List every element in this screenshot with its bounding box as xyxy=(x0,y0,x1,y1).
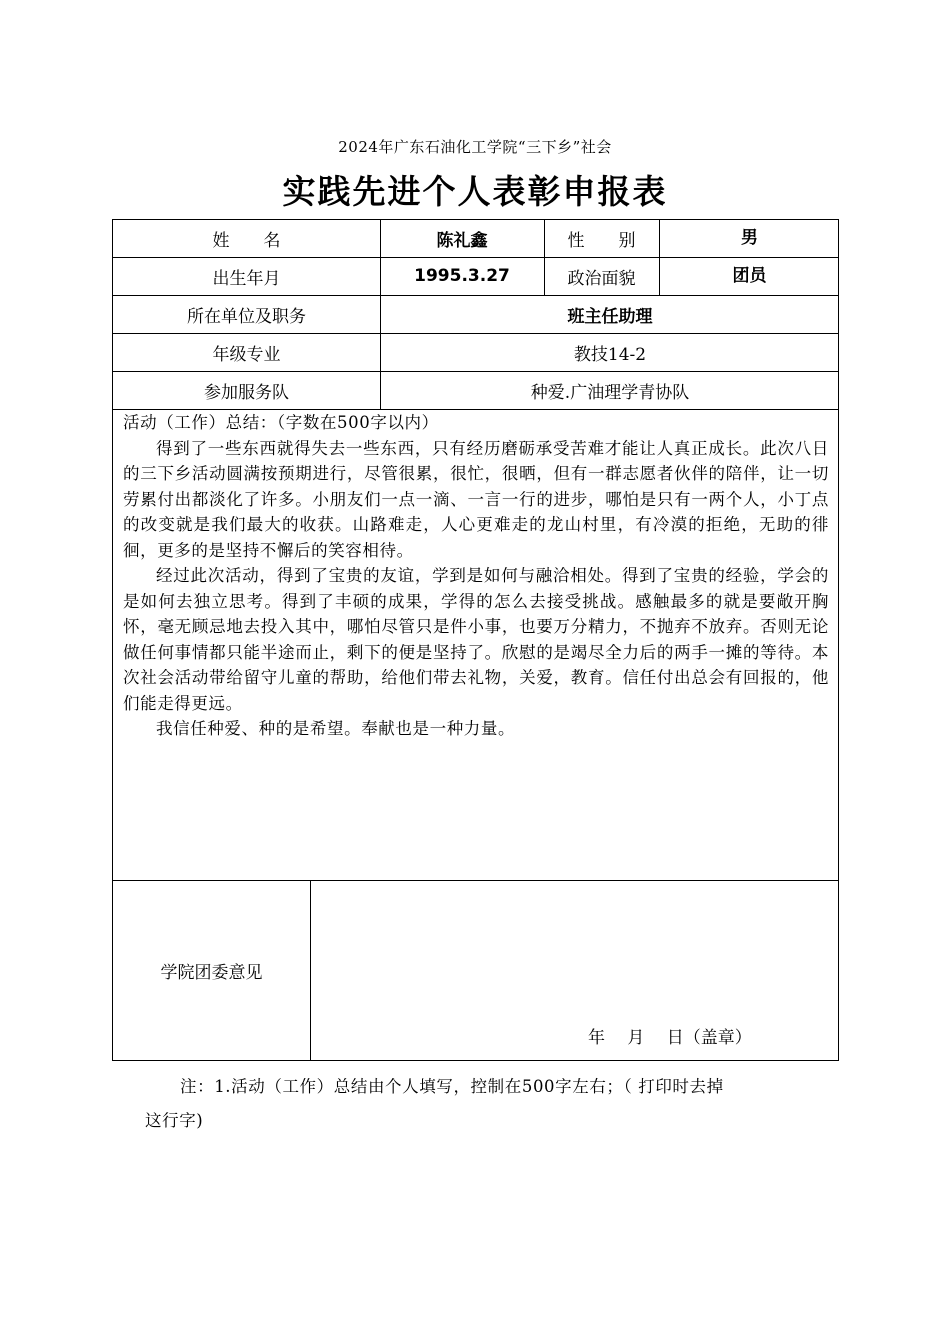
column-divider xyxy=(310,880,311,1061)
footnote-line-1: 注：1.活动（工作）总结由个人填写，控制在500字左右；（ 打印时去掉 xyxy=(180,1077,724,1096)
team-value: 种爱.广油理学青协队 xyxy=(530,382,690,403)
summary-paragraph: 得到了一些东西就得失去一些东西，只有经历磨砺承受苦难才能让人真正成长。此次八日的三下乡活动圆满按预期进行，尽管很累，很忙，很晒，但有一群志愿者伙伴的陪伴，让一切劳累付出都淡化了许多。小朋友们一点一滴、一言一行的进步，哪怕是只有一两个人，小丁点的改变就是我们最大的收获。山路难走，人心更难走的龙山村里，有冷漠的拒绝，无助的徘徊，更多的是坚持不懈后的笑容相待。 xyxy=(123,438,829,560)
political-value: 团员 xyxy=(732,265,767,286)
name-value: 陈礼鑫 xyxy=(436,231,488,251)
gender-label: 性 别 xyxy=(567,231,636,251)
summary-heading: 活动（工作）总结：（字数在500字以内） xyxy=(123,413,439,432)
form-title: 实践先进个人表彰申报表 xyxy=(282,172,668,211)
summary-paragraph: 经过此次活动，得到了宝贵的友谊，学到是如何与融洽相处。得到了宝贵的经验，学会的是如何去独立思考。得到了丰硕的成果，学得的怎么去接受挑战。感触最多的就是要敞开胸怀，毫无顾忌地去投入其中，哪怕尽管只是件小事，也要万分精力，不抛弃不放弃。否则无论做任何事情都只能半途而止，剩下的便是坚持了。欣慰的是竭尽全力后的两手一摊的等待。本次社会活动带给留守儿童的帮助，给他们带去礼物，关爱，教育。信任付出总会有回报的，他们能走得更远。 xyxy=(123,566,829,713)
grade-label: 年级专业 xyxy=(212,344,281,365)
unit-label: 所在单位及职务 xyxy=(187,306,306,327)
gender-value: 男 xyxy=(741,227,758,248)
grade-value: 教技14-2 xyxy=(573,344,647,365)
date-stamp: 年 月 日（盖章） xyxy=(588,1027,752,1048)
opinion-label: 学院团委意见 xyxy=(160,963,263,983)
birth-label: 出生年月 xyxy=(212,268,281,289)
unit-value: 班主任助理 xyxy=(567,306,653,327)
summary-paragraph: 我信任种爱、种的是希望。奉献也是一种力量。 xyxy=(156,719,516,738)
application-form xyxy=(112,219,839,1061)
form-subtitle: 2024年广东石油化工学院“三下乡”社会 xyxy=(338,138,612,156)
political-label: 政治面貌 xyxy=(567,268,636,289)
name-label: 姓 名 xyxy=(212,231,281,251)
activity-summary xyxy=(123,410,829,742)
birth-value: 1995.3.27 xyxy=(414,266,510,286)
team-label: 参加服务队 xyxy=(204,382,289,403)
footnote-line-2: 这行字) xyxy=(145,1111,204,1130)
